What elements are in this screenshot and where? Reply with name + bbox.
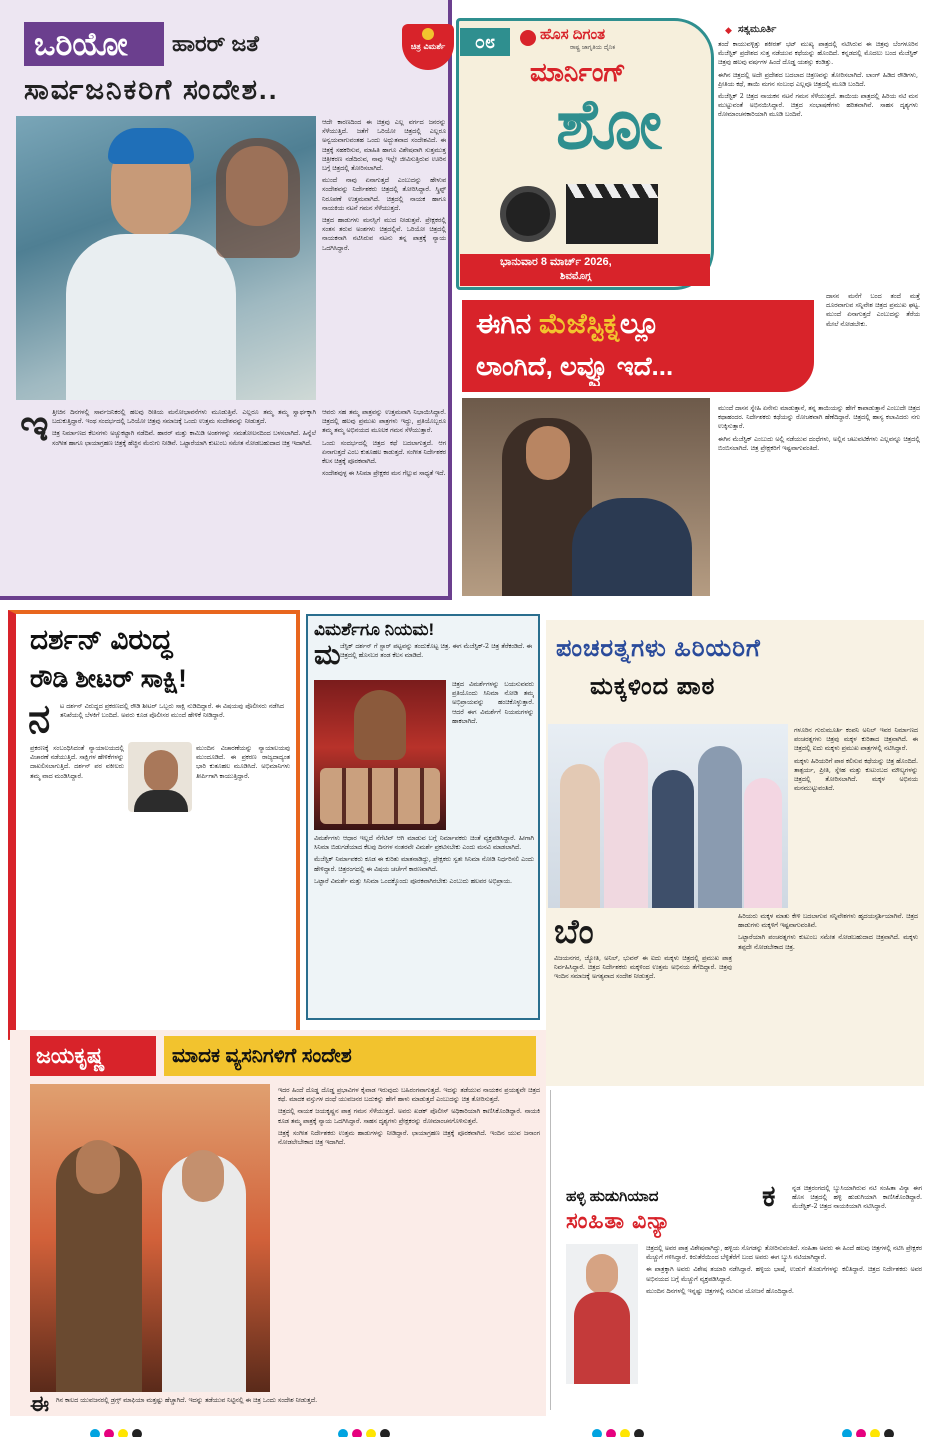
majestic-mother-face xyxy=(526,426,570,480)
samhita-body-bottom: ಚಿತ್ರದಲ್ಲಿ ಅವರ ಪಾತ್ರ ವಿಶೇಷವಾಗಿದ್ದು, ಹಳ್ಳಿಯ ಸೊಗಡನ್ನು ತೋರಿಸುವಂತಿದೆ. ಸಂಹಿತಾ ಅವರು ಈ ಹಿಂದೆ ಹಲವು ಚಿತ್ರಗಳಲ್ಲಿ ನಟಿಸಿ ಪ್ರೇಕ್ಷಕರ ಮೆಚ್ಚುಗೆ ಗಳಿಸಿದ್ದಾರೆ. ಕಿರುತೆರೆಯಿಂದ ಬೆಳ್ಳಿತೆರೆಗೆ ಬಂದ ಅವರು ಈಗ ಬ್ಯುಸಿ ನಟಿಯಾಗಿದ್ದಾರೆ. ಈ ಪಾತ್ರಕ್ಕಾಗಿ ಅವರು ವಿಶೇಷ ತಯಾರಿ ನಡೆಸಿದ್ದಾರೆ. ಹಳ್ಳಿಯ ಭಾಷೆ, ಉಡುಗೆ ತೊಡುಗೆಗಳನ್ನು ಕಲಿತಿದ್ದಾರೆ. ಚಿತ್ರದ ನಿರ್ದೇಶಕರು ಅವರ ಅಭಿನಯದ ಬಗ್ಗೆ ಮೆಚ್ಚುಗೆ ವ್ಯಕ್ತಪಡಿಸಿದ್ದಾರೆ. ಮುಂದಿನ ದಿನಗಳಲ್ಲಿ ಇನ್ನಷ್ಟು ಚಿತ್ರಗಳಲ್ಲಿ ನಟಿಸುವ ಯೋಜನೆ ಹೊಂದಿದ್ದಾರೆ. xyxy=(646,1245,922,1295)
majestic-photo xyxy=(462,398,710,596)
registration-marks-4 xyxy=(840,1424,896,1437)
jayakrishna-title-rest: ಮಾದಕ ವ್ಯಸನಿಗಳಿಗೆ ಸಂದೇಶ xyxy=(164,1036,536,1076)
majestic-body-side: ದಾಸನ ಮನೆಗೆ ಬಂದ ತಂದೆ ಮತ್ತೆ ದೂರವಾಗುವ ಸನ್ನಿವೇಶ ಚಿತ್ರದ ಪ್ರಮುಖ ಘಟ್ಟ. ಮುಂದೆ ಏನಾಗುತ್ತದೆ ಎಂಬುದನ್ನು ತೆರೆಯ ಮೇಲೆ ನೋಡಬೇಕು. xyxy=(826,293,920,328)
orio-actress-hair xyxy=(216,138,300,258)
review-rule-body-side: ಚಿತ್ರದ ವಿಮರ್ಶೆಗಳನ್ನು ಬಯಸುವವರು ಪ್ರತಿಯೊಂದು ಸಿನಿಮಾ ನೋಡಿ ತಮ್ಮ ಅಭಿಪ್ರಾಯವನ್ನು ಹಂಚಿಕೊಳ್ಳುತ್ತಾರೆ. ಆದರೆ ಈಗ ವಿಮರ್ಶೆಗೆ ನಿಯಮಗಳನ್ನು ಹಾಕಲಾಗಿದೆ. xyxy=(452,681,534,725)
pancharatna-body-bottom-right: ಹಿರಿಯರು ಮಕ್ಕಳ ಮಾತು ಕೇಳಿ ಬದಲಾಗುವ ಸನ್ನಿವೇಶಗಳು ಹೃದಯಸ್ಪರ್ಶಿಯಾಗಿವೆ. ಚಿತ್ರದ ಹಾಡುಗಳು ಮಕ್ಕಳಿಗೆ ಇಷ್ಟವಾಗುವಂತಿವೆ. ಒಟ್ಟಾರೆಯಾಗಿ ಪಂಚರತ್ನಗಳು ಕುಟುಂಬ ಸಮೇತ ನೋಡಬಹುದಾದ ಚಿತ್ರವಾಗಿದೆ. ಮಕ್ಕಳು ತಪ್ಪದೇ ನೋಡಬೇಕಾದ ಚಿತ್ರ. xyxy=(738,913,918,951)
registration-marks-2 xyxy=(336,1424,392,1437)
majestic-title-post: ನಲ್ಲೂ xyxy=(619,308,660,339)
child-5 xyxy=(744,778,782,908)
majestic-son-figure xyxy=(572,498,692,596)
pancharatna-body-bottom-left: ವಿಜಯನಗರ, ಜ್ಯೋತಿ, ಅನಿಲ್, ಭುವನ್ ಈ ಐದು ಮಕ್ಕಳು ಚಿತ್ರದಲ್ಲಿ ಪ್ರಮುಖ ಪಾತ್ರ ನಿರ್ವಹಿಸಿದ್ದಾರೆ. ಚಿತ್ರದ ನಿರ್ದೇಶಕರು ಮಕ್ಕಳಿಂದ ಉತ್ತಮ ಅಭಿನಯ ತೆಗೆದಿದ್ದಾರೆ. ಚಿತ್ರವು ಇಂದಿನ ಸಮಾಜಕ್ಕೆ ಅಗತ್ಯವಾದ ಸಂದೇಶ ನೀಡುತ್ತದೆ. xyxy=(554,955,732,981)
pancharatna-body-right: ಗಳೂರಿನ ಗುರುಮೂರ್ತಿ ಕಂಪನಿ ಅನಿಲ್ ಇವರ ನಿರ್ಮಾಣದ ಪಂಚರತ್ನಗಳು ಚಿತ್ರವು ಮಕ್ಕಳ ಕುರಿತಾದ ಚಿತ್ರವಾಗಿದೆ. ಈ ಚಿತ್ರದಲ್ಲಿ ಐದು ಮಕ್ಕಳು ಪ್ರಮುಖ ಪಾತ್ರಗಳಲ್ಲಿ ನಟಿಸಿದ್ದಾರೆ. ಮಕ್ಕಳು ಹಿರಿಯರಿಗೆ ಪಾಠ ಕಲಿಸುವ ಕಥೆಯನ್ನು ಚಿತ್ರ ಹೊಂದಿದೆ. ತಾತ್ಪರ್ಯ, ಪ್ರೀತಿ, ಸ್ನೇಹ ಮತ್ತು ಕುಟುಂಬದ ಮೌಲ್ಯಗಳನ್ನು ಚಿತ್ರದಲ್ಲಿ ತೋರಿಸಲಾಗಿದೆ. ಮಕ್ಕಳ ಅಭಿನಯ ಮನಮುಟ್ಟುವಂತಿದೆ. xyxy=(794,727,918,793)
brand-tagline: ರಾಷ್ಟ್ರ ಜಾಗೃತಿಯ ದೈನಿಕ xyxy=(570,44,616,51)
review-rule-body-top: ಜೆಸ್ಟಿಕ್ ದರ್ಶನ್ ಗೆ ಸ್ಟಾರ್ ಪಟ್ಟವನ್ನು ತಂದುಕೊಟ್ಟ ಚಿತ್ರ. ಈಗ ಮೆಜೆಸ್ಟಿಕ್-2 ಚಿತ್ರ ತೆರೆಕಂಡಿದೆ. ಈ ಚಿತ್ರದಲ್ಲಿ ಹೊಸಬರ ತಂಡ ಕೆಲಸ ಮಾಡಿದೆ. xyxy=(340,643,532,660)
darshan-drop-cap: ನ xyxy=(28,696,51,742)
section-badge-label: ಚಿತ್ರ ವಿಮರ್ಶೆ xyxy=(410,42,446,51)
review-rule-poster xyxy=(314,680,446,830)
pancharatna-title-line2: ಮಕ್ಕಳಿಂದ ಪಾಠ xyxy=(590,673,716,700)
darshan-title-line2: ರೌಡಿ ಶೀಟರ್ ಸಾಕ್ಷಿ! xyxy=(30,665,187,693)
orio-photo xyxy=(16,116,316,400)
page-number: ೦೮ xyxy=(460,28,510,56)
orio-title-box: ಒರಿಯೋ xyxy=(24,22,164,66)
orio-body-bottom-left: ತ್ತೀಚಿನ ದಿನಗಳಲ್ಲಿ ಸಾರ್ವಜನಿಕರಲ್ಲಿ ಹಲವು ರೀತಿಯ ಮನೋಭಾವನೆಗಳು ಮೂಡುತ್ತಿವೆ. ಎಲ್ಲರೂ ತಮ್ಮ ತಮ್ಮ ಸ್ವಾರ್ಥಕ್ಕಾಗಿ ಬದುಕುತ್ತಿದ್ದಾರೆ. ಇಂಥ ಸಂದರ್ಭದಲ್ಲಿ ಒರಿಯೋ ಚಿತ್ರವು ಸಮಾಜಕ್ಕೆ ಒಂದು ಉತ್ತಮ ಸಂದೇಶವನ್ನು ನೀಡುತ್ತದೆ. ಚಿತ್ರ ನಿರ್ಮಾಣದ ಕೆಲಸಗಳು ಅಚ್ಚುಕಟ್ಟಾಗಿ ನಡೆದಿವೆ. ಹಾರರ್ ಮತ್ತು ಕಾಮಿಡಿ ಅಂಶಗಳನ್ನು ಸಮತೋಲನದಿಂದ ಬಳಸಲಾಗಿದೆ. ಹಿನ್ನೆಲೆ ಸಂಗೀತ ಹಾಗೂ ಛಾಯಾಗ್ರಹಣ ಚಿತ್ರಕ್ಕೆ ಹೆಚ್ಚಿನ ಮೆರುಗು ನೀಡಿವೆ. ಒಟ್ಟಾರೆಯಾಗಿ ಕುಟುಂಬ ಸಮೇತ ನೋಡಬಹುದಾದ ಚಿತ್ರ ಇದಾಗಿದೆ. xyxy=(52,409,316,447)
review-rule-drop-cap: ಮ xyxy=(314,638,341,671)
brand-logo-icon xyxy=(520,30,536,46)
orio-title-secondary: ಹಾರರ್ ಜತೆ xyxy=(172,31,259,56)
majestic-title-highlight: ಮೆಜೆಸ್ಟಿಕ್ xyxy=(538,308,620,339)
pancharatna-photo xyxy=(548,724,788,908)
samhita-face xyxy=(586,1254,618,1294)
orio-actor-body xyxy=(66,234,236,400)
clapperboard-icon xyxy=(566,184,658,244)
pancharatna-title-line1: ಪಂಚರತ್ನಗಳು ಹಿರಿಯರಿಗೆ xyxy=(556,635,761,662)
orio-body-bottom-right: ಆವರು ಸಹ ತಮ್ಮ ಪಾತ್ರವನ್ನು ಉತ್ತಮವಾಗಿ ನಿಭಾಯಿಸಿದ್ದಾರೆ. ಚಿತ್ರದಲ್ಲಿ ಹಲವು ಪ್ರಮುಖ ಪಾತ್ರಗಳು ಇದ್ದು, ಪ್ರತಿಯೊಬ್ಬರೂ ತಮ್ಮ ತಮ್ಮ ಅಭಿನಯದ ಮೂಲಕ ಗಮನ ಸೆಳೆಯುತ್ತಾರೆ. ಒಂದು ಸಂದರ್ಭದಲ್ಲಿ ಚಿತ್ರದ ಕಥೆ ಬದಲಾಗುತ್ತದೆ. ಆಗ ಏನಾಗುತ್ತದೆ ಎಂಬ ಕುತೂಹಲ ಕಾಡುತ್ತದೆ. ಸಂಗೀತ ನಿರ್ದೇಶಕರ ಕೆಲಸ ಚಿತ್ರಕ್ಕೆ ಪೂರಕವಾಗಿದೆ. ಸಂದೇಶವುಳ್ಳ ಈ ಸಿನಿಮಾ ಪ್ರೇಕ್ಷಕರ ಮನ ಗೆಲ್ಲುವ ಸಾಧ್ಯತೆ ಇದೆ. xyxy=(322,409,446,478)
jayakrishna-title-box: ಜಯಕೃಷ್ಣ xyxy=(30,1036,156,1076)
review-rule-body-bottom: ವಿಮರ್ಶೆಗಳು ಆಧಾರ ಇಲ್ಲದೆ ನೆಗೆಟಿವ್ ಆಗಿ ಮಾಡುವ ಬಗ್ಗೆ ನಿರ್ಮಾಪಕರು ಚಿಂತೆ ವ್ಯಕ್ತಪಡಿಸಿದ್ದಾರೆ. ಹೀಗಾಗಿ ಸಿನಿಮಾ ಬಿಡುಗಡೆಯಾದ ಕೆಲವು ದಿನಗಳ ನಂತರವೇ ವಿಮರ್ಶೆ ಪ್ರಕಟಿಸಬೇಕು ಎಂದು ಮನವಿ ಮಾಡಲಾಗಿದೆ. ಮೆಜೆಸ್ಟಿಕ್ ನಿರ್ಮಾಪಕರು ಕೂಡ ಈ ಕುರಿತು ಮಾತನಾಡಿದ್ದು, ಪ್ರೇಕ್ಷಕರು ಸ್ವತಃ ಸಿನಿಮಾ ನೋಡಿ ನಿರ್ಧರಿಸಲಿ ಎಂದು ಹೇಳಿದ್ದಾರೆ. ಚಿತ್ರರಂಗದಲ್ಲಿ ಈ ವಿಷಯ ಚರ್ಚೆಗೆ ಕಾರಣವಾಗಿದೆ. ಒಟ್ಟಾರೆ ವಿಮರ್ಶೆ ಮತ್ತು ಸಿನಿಮಾ ಒಂದಕ್ಕೊಂದು ಪೂರಕವಾಗಿರಬೇಕು ಎಂಬುದು ಹಲವರ ಅಭಿಪ್ರಾಯ. xyxy=(314,835,534,885)
poster-hero-figure xyxy=(354,690,406,760)
child-1 xyxy=(560,764,600,908)
orio-body-right: ಆದೇ ಕಾರಣದಿಂದ ಈ ಚಿತ್ರವು ಎಲ್ಲ ವರ್ಗದ ಜನರನ್ನು ಸೆಳೆಯುತ್ತಿದೆ. ಜತೆಗೆ ಒರಿಯೋ ಚಿತ್ರದಲ್ಲಿ ಎಲ್ಲರೂ ಅನ್ವಯವಾಗುವಂತಹ ಒಂದು ಅದ್ಭುತವಾದ ಸಂದೇಶವಿದೆ. ಈ ಚಿತ್ರಕ್ಕೆ ಸಹಕರಿಸುವ, ಮಾಹಿತಿ ಹಾಗೂ ವಿಶೇಷವಾಗಿ ಸುತ್ತಮುತ್ತ ಚಿತ್ರೀಕರಣ ನಡೆದಿರುವ, ನಾವು ಇಲ್ಲೇ ಜೀವಿಸುತ್ತಿರುವ ಊರಿನ ಬಗ್ಗೆ ಚಿತ್ರದಲ್ಲಿ ತೋರಿಸಲಾಗಿದೆ. ಮುಂದೆ ನಾವು ಏನಾಗುತ್ತದೆ ಎಂಬುದನ್ನು ಹೇಳುವ ಸಂದೇಶವನ್ನು ನಿರ್ದೇಶಕರು ಚಿತ್ರದಲ್ಲಿ ತೋರಿಸಿದ್ದಾರೆ. ಸ್ಕ್ರಿಪ್ಟ್ ನಿರೂಪಣೆ ಉತ್ತಮವಾಗಿದೆ. ಚಿತ್ರದಲ್ಲಿ ನಾಯಕ ಹಾಗೂ ನಾಯಕಿಯ ನಟನೆ ಗಮನ ಸೆಳೆಯುತ್ತದೆ. ಚಿತ್ರದ ಹಾಡುಗಳು ಮನಸ್ಸಿಗೆ ಮುದ ನೀಡುತ್ತವೆ. ಪ್ರೇಕ್ಷಕರಲ್ಲಿ ಸಂತಸ ತರುವ ಅಂಶಗಳು ಚಿತ್ರದಲ್ಲಿವೆ. ಒರಿಯೋ ಚಿತ್ರದಲ್ಲಿ ನಾಯಕನಾಗಿ ನಟಿಸಿರುವ ನಟನು ತನ್ನ ಪಾತ್ರಕ್ಕೆ ನ್ಯಾಯ ಒದಗಿಸಿದ್ದಾರೆ. xyxy=(322,119,446,252)
show-title-main: ಶೋ xyxy=(556,85,662,163)
brand-name: ಹೊಸ ದಿಗಂತ xyxy=(540,26,606,43)
darshan-shirt xyxy=(134,790,188,812)
registration-marks-1 xyxy=(88,1424,144,1437)
child-2 xyxy=(604,742,648,908)
majestic-title-line2: ಲಾಂಗಿದೆ, ಲವ್ವೂ ಇದೆ... xyxy=(476,351,674,381)
darshan-body-1: ಟ ದರ್ಶನ್ ವಿರುದ್ಧದ ಪ್ರಕರಣದಲ್ಲಿ ರೌಡಿ ಶೀಟರ್ ಒಬ್ಬರು ಸಾಕ್ಷಿ ನುಡಿದಿದ್ದಾರೆ. ಈ ವಿಷಯವು ಪೊಲೀಸರು ನಡೆಸಿದ ತನಿಖೆಯಲ್ಲಿ ಬೆಳಕಿಗೆ ಬಂದಿದೆ. ಅವರು ಕೂಡ ಪೊಲೀಸರ ಮುಂದೆ ಹೇಳಿಕೆ ನೀಡಿದ್ದಾರೆ. xyxy=(60,703,284,720)
darshan-body-right: ಮುಂದಿನ ವಿಚಾರಣೆಯನ್ನು ನ್ಯಾಯಾಲಯವು ಮುಂದೂಡಿದೆ. ಈ ಪ್ರಕರಣ ರಾಜ್ಯದಾದ್ಯಂತ ಭಾರಿ ಕುತೂಹಲ ಮೂಡಿಸಿದೆ. ಅಭಿಮಾನಿಗಳು ತೀರ್ಪಿಗಾಗಿ ಕಾಯುತ್ತಿದ್ದಾರೆ. xyxy=(196,745,290,780)
jayakrishna-poster xyxy=(30,1084,270,1392)
child-4 xyxy=(698,746,742,908)
poster-heroine-face xyxy=(182,1150,224,1202)
samhita-title-line2: ಸಂಹಿತಾ ವಿನ್ಯಾ xyxy=(566,1208,672,1233)
majestic-title-pre: ಈಗಿನ xyxy=(476,308,539,339)
darshan-face xyxy=(144,750,178,792)
section-badge-icon xyxy=(422,28,434,40)
jayakrishna-body-right: ಇದರ ಹಿಂದೆ ದೊಡ್ಡ ದೊಡ್ಡ ಪ್ರಭಾವಿಗಳ ಕೈವಾಡ ಇರುವುದು ಬಹಿರಂಗವಾಗುತ್ತದೆ. ಇದನ್ನು ತಡೆಯುವ ನಾಯಕನ ಪ್ರಯತ್ನವೇ ಚಿತ್ರದ ಕಥೆ. ಮಾದಕ ವಸ್ತುಗಳ ದಂಧೆ ಯುವಜನರ ಬದುಕನ್ನು ಹೇಗೆ ಹಾಳು ಮಾಡುತ್ತದೆ ಎಂಬುದನ್ನು ಚಿತ್ರ ತೋರಿಸುತ್ತದೆ. ಚಿತ್ರದಲ್ಲಿ ನಾಯಕ ಜಯಕೃಷ್ಣನ ಪಾತ್ರ ಗಮನ ಸೆಳೆಯುತ್ತದೆ. ಅವರು ಖಡಕ್ ಪೊಲೀಸ್ ಅಧಿಕಾರಿಯಾಗಿ ಕಾಣಿಸಿಕೊಂಡಿದ್ದಾರೆ. ನಾಯಕಿ ಕೂಡ ತಮ್ಮ ಪಾತ್ರಕ್ಕೆ ನ್ಯಾಯ ಒದಗಿಸಿದ್ದಾರೆ. ಸಾಹಸ ದೃಶ್ಯಗಳು ಪ್ರೇಕ್ಷಕರನ್ನು ರೋಮಾಂಚನಗೊಳಿಸುತ್ತವೆ. ಚಿತ್ರಕ್ಕೆ ಸಂಗೀತ ನಿರ್ದೇಶಕರು ಉತ್ತಮ ಹಾಡುಗಳನ್ನು ನೀಡಿದ್ದಾರೆ. ಛಾಯಾಗ್ರಹಣ ಚಿತ್ರಕ್ಕೆ ಪೂರಕವಾಗಿದೆ. ಇಂದಿನ ಯುವ ಜನಾಂಗ ನೋಡಲೇಬೇಕಾದ ಚಿತ್ರ ಇದಾಗಿದೆ. xyxy=(278,1087,540,1147)
film-reel-icon xyxy=(500,186,556,242)
samhita-photo xyxy=(566,1244,638,1384)
review-rule-title: ವಿಮರ್ಶೆಗೂ ನಿಯಮ! xyxy=(314,620,435,639)
masthead-city: ಶಿವಮೊಗ್ಗ xyxy=(560,271,592,282)
byline-author: ಸತ್ಯಮೂರ್ತಿ xyxy=(738,24,777,35)
majestic-title-line1 xyxy=(476,304,806,344)
poster-cast-row xyxy=(320,768,440,824)
byline-star-icon: ◆ xyxy=(725,26,732,36)
orio-actor-hair xyxy=(108,128,194,164)
orio-drop-cap: ಇ xyxy=(20,400,49,451)
poster-hero-face xyxy=(76,1140,120,1194)
samhita-title-line1: ಹಳ್ಳಿ ಹುಡುಗಿಯಾದ xyxy=(566,1188,659,1205)
darshan-portrait xyxy=(128,742,192,812)
majestic-body-top: ತಂದೆ ಕಾಯುವಳ್ಳಿತ್ತು ಶಕೀರತ್ ಭಟ್ ಮುಖ್ಯ ಪಾತ್ರದಲ್ಲಿ ನಟಿಸಿರುವ ಈ ಚಿತ್ರವು ಬೆಂಗಳೂರಿನ ಮೆಜೆಸ್ಟಿಕ್ ಪ್ರದೇಶದ ಸುತ್ತ ನಡೆಯುವ ಕಥೆಯನ್ನು ಹೊಂದಿದೆ. ಕನ್ನಡದಲ್ಲಿ ಮೊದಲು ಬಂದ ಮೆಜೆಸ್ಟಿಕ್ ಚಿತ್ರವು ಹಲವು ವರ್ಷಗಳ ಹಿಂದೆ ದೊಡ್ಡ ಯಶಸ್ಸು ಕಂಡಿತ್ತು. ಈಗಿನ ಚಿತ್ರದಲ್ಲಿ ಅದೇ ಪ್ರದೇಶದ ಬದಲಾದ ಚಿತ್ರಣವನ್ನು ತೋರಿಸಲಾಗಿದೆ. ಲಾಂಗ್ ಹಿಡಿದ ರೌಡಿಗಳು, ಪ್ರೀತಿಯ ಕಥೆ, ತಾಯಿ ಮಗನ ಸಂಬಂಧ ಎಲ್ಲವೂ ಚಿತ್ರದಲ್ಲಿ ಮೂಡಿ ಬಂದಿದೆ. ಮೆಜೆಸ್ಟಿಕ್ 2 ಚಿತ್ರದ ನಾಯಕನ ನಟನೆ ಗಮನ ಸೆಳೆಯುತ್ತದೆ. ತಾಯಿಯ ಪಾತ್ರದಲ್ಲಿ ಹಿರಿಯ ನಟಿ ಮನ ಮುಟ್ಟುವಂತೆ ಅಭಿನಯಿಸಿದ್ದಾರೆ. ಚಿತ್ರದ ಸಂಭಾಷಣೆಗಳು ಹರಿತವಾಗಿವೆ. ಸಾಹಸ ದೃಶ್ಯಗಳು ರೋಮಾಂಚನಕಾರಿಯಾಗಿ ಮೂಡಿ ಬಂದಿವೆ. xyxy=(718,41,918,119)
orio-title-line2: ಸಾರ್ವಜನಿಕರಿಗೆ ಸಂದೇಶ.. xyxy=(24,74,279,105)
registration-marks-3 xyxy=(590,1424,646,1437)
column-divider xyxy=(550,1090,551,1410)
show-title-top: ಮಾರ್ನಿಂಗ್ xyxy=(530,57,626,87)
child-3 xyxy=(652,770,694,908)
jayakrishna-body-bottom: ಗಿನ ಕಾಲದ ಯುವಜನರಲ್ಲಿ ಡ್ರಗ್ಸ್ ಮಾಫಿಯಾ ಮತ್ತಷ್ಟು ಹೆಚ್ಚಾಗಿದೆ. ಇದನ್ನು ತಡೆಯುವ ನಿಟ್ಟಿನಲ್ಲಿ ಈ ಚಿತ್ರ ಒಂದು ಸಂದೇಶ ನೀಡುತ್ತದೆ. xyxy=(56,1397,318,1404)
jayakrishna-drop-cap: ಈ xyxy=(30,1392,50,1417)
majestic-body-bottom: ಮುಂದೆ ದಾಸನ ಸ್ನೇಹಿ ಏನೇನು ಮಾಡುತ್ತಾನೆ, ತನ್ನ ತಾಯಿಯನ್ನು ಹೇಗೆ ಕಾಪಾಡುತ್ತಾನೆ ಎಂಬುದೇ ಚಿತ್ರದ ಕಥಾಹಂದರ. ನಿರ್ದೇಶಕರು ಕಥೆಯನ್ನು ರೋಚಕವಾಗಿ ಹೆಣೆದಿದ್ದಾರೆ. ಚಿತ್ರದಲ್ಲಿ ಹಾಸ್ಯ ಕಲಾವಿದರು ನಗು ಉಕ್ಕಿಸುತ್ತಾರೆ. ಈಗಿನ ಮೆಜೆಸ್ಟಿಕ್ ಎಂಬುದು ಅಲ್ಲಿ ನಡೆಯುವ ದಂಧೆಗಳು, ಅಲ್ಲಿನ ಚಟುವಟಿಕೆಗಳು ಎಲ್ಲವನ್ನೂ ಚಿತ್ರದಲ್ಲಿ ಬಿಂಬಿಸಲಾಗಿದೆ. ಚಿತ್ರ ಪ್ರೇಕ್ಷಕರಿಗೆ ಇಷ್ಟವಾಗುವಂತಿದೆ. xyxy=(718,405,920,452)
darshan-body-left: ಪ್ರಕರಣಕ್ಕೆ ಸಂಬಂಧಿಸಿದಂತೆ ನ್ಯಾಯಾಲಯದಲ್ಲಿ ವಿಚಾರಣೆ ನಡೆಯುತ್ತಿದೆ. ಸಾಕ್ಷಿಗಳ ಹೇಳಿಕೆಗಳನ್ನು ದಾಖಲಿಸಲಾಗುತ್ತಿದೆ. ದರ್ಶನ್ ಪರ ವಕೀಲರು ತಮ್ಮ ವಾದ ಮಂಡಿಸಿದ್ದಾರೆ. xyxy=(30,745,124,780)
masthead-date: ಭಾನುವಾರ 8 ಮಾರ್ಚ್ 2026, xyxy=(500,256,612,268)
pancharatna-drop-cap: ಬೆಂ xyxy=(554,912,594,952)
samhita-drop-cap: ಕ xyxy=(762,1179,776,1214)
darshan-title-line1: ದರ್ಶನ್ ವಿರುದ್ಧ xyxy=(30,624,173,655)
samhita-dress xyxy=(574,1292,630,1384)
samhita-body-right: ನ್ನಡ ಚಿತ್ರರಂಗದಲ್ಲಿ ಬ್ಯುಸಿಯಾಗಿರುವ ನಟಿ ಸಂಹಿತಾ ವಿನ್ಯಾ ಈಗ ಹೊಸ ಚಿತ್ರದಲ್ಲಿ ಹಳ್ಳಿ ಹುಡುಗಿಯಾಗಿ ಕಾಣಿಸಿಕೊಂಡಿದ್ದಾರೆ. ಮೆಜೆಸ್ಟಿಕ್-2 ಚಿತ್ರದ ನಾಯಕಿಯಾಗಿ ನಟಿಸಿದ್ದಾರೆ. xyxy=(792,1185,922,1211)
